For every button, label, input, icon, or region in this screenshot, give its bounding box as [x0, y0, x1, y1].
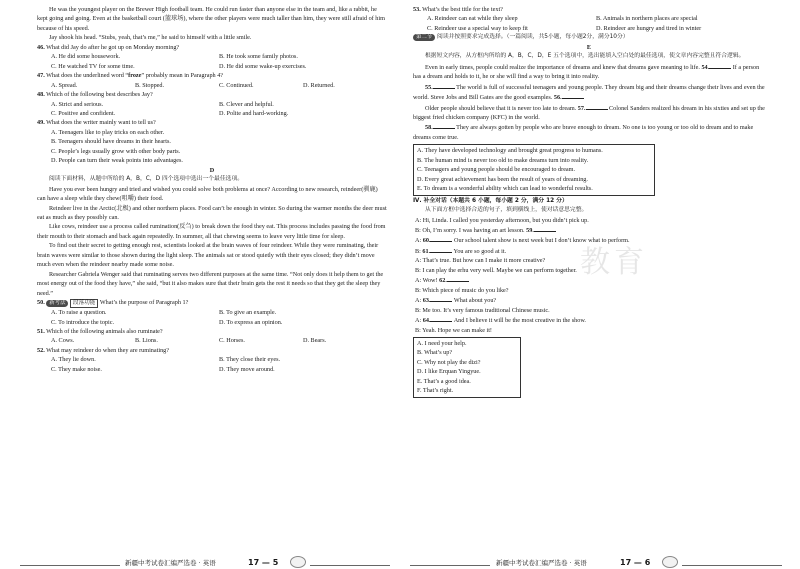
right-column — [413, 5, 765, 398]
box-option: C. Teenagers and young people should be encouraged to dream. — [417, 166, 576, 174]
answer-blank-57[interactable] — [586, 103, 608, 110]
options-50 — [37, 318, 387, 327]
dialogue-line: A: 60. Our school talent show is next week but I don’t know what to perform. — [415, 237, 630, 245]
dialogue-line: B: Me too. It’s very famous traditional Chinese music. — [415, 306, 550, 314]
section-d-instruction: 阅读下面材料，从题中所给的 A，B，C，D 四个选项中选出一个最佳选项。 — [49, 176, 244, 183]
option[interactable]: C. They make noise. — [51, 365, 102, 373]
paragraph-function-badge: 段落功能 — [70, 299, 98, 308]
option[interactable]: D. Bears. — [303, 337, 327, 345]
section-e-heading: E — [586, 43, 592, 51]
publisher-logo-icon — [662, 556, 678, 568]
box-option: F. That’s right. — [417, 387, 454, 395]
options-48 — [37, 100, 387, 109]
dialogue-line: A: Hi, Linda. I called you yesterday afternoon, but you didn’t pick up. — [415, 216, 589, 224]
dialogue-line: B: Yeah. Hope we can make it! — [415, 326, 492, 334]
question-49: 49. What does the writer mainly want to tell us? — [37, 119, 156, 127]
option[interactable]: B. Clever and helpful. — [219, 100, 274, 108]
section-2-header: 第二节 阅读并按照要求完成选择。（一篇阅读，共5小题，每小题2分，满分10分） — [413, 33, 765, 42]
answer-blank[interactable] — [430, 295, 452, 302]
answer-blank[interactable] — [447, 275, 469, 282]
passage-c-paragraph: Jay shook his head. “Stubs, yeah, that’s me,” he said to himself with a little smile. — [49, 34, 252, 42]
new-method-badge: 新考法 — [46, 300, 68, 307]
section-d-heading: D — [209, 166, 215, 174]
option[interactable]: C. Horses. — [219, 337, 245, 345]
answer-blank[interactable] — [430, 235, 452, 242]
options-46 — [37, 52, 387, 61]
answer-blank-55[interactable] — [433, 82, 455, 89]
question-48: 48. Which of the following best describes Jay? — [37, 91, 153, 99]
option[interactable]: B. He took some family photos. — [219, 53, 298, 61]
passage-e-paragraph: Even in early times, people could realize the importance of dreams and knew that dreams gave meaning to life. 54. If a person has a dream and holds to it, he or she will find a way to bring it into reality. — [413, 63, 760, 81]
box-option: B. What’s up? — [417, 349, 453, 357]
option[interactable]: C. Continued. — [219, 81, 254, 89]
section-4-title: Ⅳ. 补全对话（本题共 6 小题，每小题 2 分，满分 12 分） — [413, 197, 568, 204]
answer-blank-56[interactable] — [562, 92, 584, 99]
dialogue-line: B: Which piece of music do you like? — [415, 286, 509, 294]
publisher-logo-icon — [290, 556, 306, 568]
option[interactable]: A. Spread. — [51, 81, 78, 89]
watermark: 教育 — [580, 245, 648, 280]
question-50: 50. 新考法 段落功能 What’s the purpose of Paragraph 1? — [37, 299, 189, 307]
option[interactable]: D. Polite and hard-working. — [219, 109, 289, 117]
passage-e-paragraph: Older people should believe that it is never too late to dream. 57. Colonel Sanders realized his dream in his sixties and set up the biggest fried chicken company (KFC) in the world. — [413, 104, 765, 121]
dialogue-line: B: Oh, I’m sorry. I was having an art lesson. 59. — [413, 225, 765, 235]
answer-blank-58[interactable] — [433, 122, 455, 129]
option[interactable]: B. Teenagers should have dreams in their hearts. — [51, 138, 171, 146]
footer-rule — [310, 565, 390, 566]
question-46: 46. What did Jay do after he got up on Monday morning? — [37, 43, 180, 51]
option[interactable]: A. Strict and serious. — [51, 100, 104, 108]
box-option: A. I need your help. — [417, 339, 467, 347]
option[interactable]: B. Lions. — [135, 337, 158, 345]
passage-d-paragraph: To find out their secret to getting enough rest, scientists looked at the brain waves of four reindeer. While they were ruminating, their brain waves were similar to those shown during the light sleep. The animals sat or stood quietly with their eyes closed; they didn’t move much even when the reindeer nearby made some noise. — [37, 242, 379, 269]
options-53 — [413, 14, 765, 23]
box-option: C. Why not play the dizi? — [417, 358, 481, 366]
options-53 — [413, 24, 765, 33]
option[interactable]: D. They move around. — [219, 365, 275, 373]
footer-rule — [410, 565, 490, 566]
option[interactable]: C. People’s legs usually grow with other body parts. — [51, 147, 181, 155]
options-47 — [37, 81, 387, 90]
passage-d-paragraph: Have you ever been hungry and tried and wished you could solve both problems at once? According to new research, reindeer(驯鹿) can have a sleep while they chew(咀嚼) their food. — [37, 185, 378, 203]
question-47: 47. What does the underlined word “froze” probably mean in Paragraph 4? — [37, 72, 224, 80]
option[interactable]: A. Teenagers like to play tricks on each other. — [51, 128, 165, 136]
option[interactable]: C. To introduce the topic. — [51, 318, 115, 326]
box-option: E. To dream is a wonderful ability which can lead to wonderful results. — [417, 185, 593, 193]
dialogue-line: A: That’s true. But how can I make it more creative? — [415, 257, 546, 265]
question-51: 51. Which of the following animals also ruminate? — [37, 327, 163, 335]
box-option: B. The human mind is never too old to make dreams turn into reality. — [417, 156, 589, 164]
footer-title: 新疆中考试卷汇编严选卷 · 英语 — [125, 559, 216, 567]
passage-d-paragraph: Researcher Gabriela Wenger said that ruminating serves two different purposes at the same time. “Not only does it help them to get the most energy out of the food they have,” she said, “but it also makes sure that their brain gets the rest it needs so that they get the sleep they need.” — [37, 270, 384, 297]
question-53: 53. What’s the best title for the text? — [413, 6, 503, 13]
dialogue-line: A: 64. And I believe it will be the most creative in the show. — [415, 317, 586, 325]
page-number: 17 — 6 — [620, 558, 651, 567]
option[interactable]: C. He watched TV for some time. — [51, 62, 135, 70]
option[interactable]: A. He did some housework. — [51, 53, 121, 61]
passage-c-paragraph: He was the youngest player on the Brewer High football team. He could run faster than anyone else in the team and, like a rabbit, he kept going and going. Even at the basketball court (篮球场), where the other players were much taller than him, they were still afraid of him because of his speed. — [37, 6, 385, 32]
option[interactable]: D. People can turn their weak points into advantages. — [51, 157, 183, 165]
option[interactable]: C. Positive and confident. — [51, 109, 116, 117]
option[interactable]: D. To express an opinion. — [219, 318, 283, 326]
question-52: 52. What may reindeer do when they are ruminating? — [37, 346, 170, 354]
dialogue-line: A: 63. What about you? — [415, 297, 497, 305]
options-box-dialogue — [413, 337, 521, 398]
options-51 — [37, 336, 387, 345]
box-option: D. Every great achievement has been the result of years of dreaming. — [417, 175, 588, 183]
option[interactable]: D. He did some wake-up exercises. — [219, 62, 307, 70]
box-option: A. They have developed technology and brought great progress to humans. — [417, 147, 603, 155]
passage-d-paragraph: Like cows, reindeer use a process called rumination(反刍) to break down the food they eat. This process includes passing the food from their mouth to their stomach and back again repeatedly. In summer, all that chewing seems to leave very little time for sleep. — [37, 223, 386, 240]
option[interactable]: D. Reindeer are hungry and tired in winter — [596, 24, 702, 32]
footer-rule — [20, 565, 120, 566]
option[interactable]: B. Animals in northern places are special — [596, 15, 698, 23]
passage-d-paragraph: Reindeer live in the Arctic(北极) and other northern places. Food can’t be enough in winter. So during the warmer months the deer must eat as much as they possibly can. — [37, 204, 387, 221]
option[interactable]: A. Cows. — [51, 337, 75, 345]
answer-blank[interactable] — [430, 246, 452, 253]
answer-blank[interactable] — [430, 315, 452, 322]
options-50 — [37, 308, 387, 317]
options-48 — [37, 109, 387, 118]
box-option: E. That’s a good idea. — [417, 377, 471, 385]
section-2-label: 第二节 — [413, 34, 435, 41]
option[interactable]: A. They lie down. — [51, 356, 96, 364]
box-option: D. I like Erquan Yingyue. — [417, 368, 481, 376]
option[interactable]: B. Stopped. — [135, 81, 165, 89]
option[interactable]: D. Returned. — [303, 81, 335, 89]
page-number: 17 — 5 — [248, 558, 279, 567]
dialogue-line: B: I can play the erhu very well. Maybe we can perform together. — [415, 266, 577, 274]
options-52 — [37, 365, 387, 374]
option[interactable]: B. To give an example. — [219, 309, 277, 317]
option[interactable]: A. To raise a question. — [51, 309, 107, 317]
section-e-instruction: 根据短文内容，从方框内所给的 A，B，C，D，E 五个选项中，选出能填入空白处的最佳选项，使文章内容完整且符合逻辑。 — [425, 53, 745, 60]
footer-title: 新疆中考试卷汇编严选卷 · 英语 — [496, 559, 587, 567]
answer-blank-54[interactable] — [709, 62, 731, 69]
dialogue-line: B: 61. You are so good at it. — [415, 247, 507, 255]
option[interactable]: B. They close their eyes. — [219, 356, 281, 364]
passage-e-paragraph: 55. The world is full of successful teenagers and young people. They dream big and their dreams change their lives and even the world. Steve Jobs and Bill Gates are the good examples. 56. — [413, 83, 765, 102]
section-4-instruction: 从下面方框中选择合适的句子，填到横线上，使对话意思完整。 — [425, 207, 588, 214]
footer-rule — [682, 565, 782, 566]
option[interactable]: A. Reindeer can eat while they sleep — [427, 15, 518, 23]
option[interactable]: C. Reindeer use a special way to keep fit — [427, 24, 528, 32]
dialogue — [413, 216, 765, 335]
answer-blank[interactable] — [534, 225, 556, 232]
options-52 — [37, 355, 387, 364]
left-column — [37, 5, 387, 374]
dialogue-line: A: Wow! 62. — [413, 275, 765, 285]
passage-e-paragraph: 58. They are always gotten by people who are brave enough to dream. No one is too young or too old to dream and to make dreams come true. — [413, 124, 754, 141]
options-46 — [37, 62, 387, 71]
options-box-e — [413, 144, 655, 195]
